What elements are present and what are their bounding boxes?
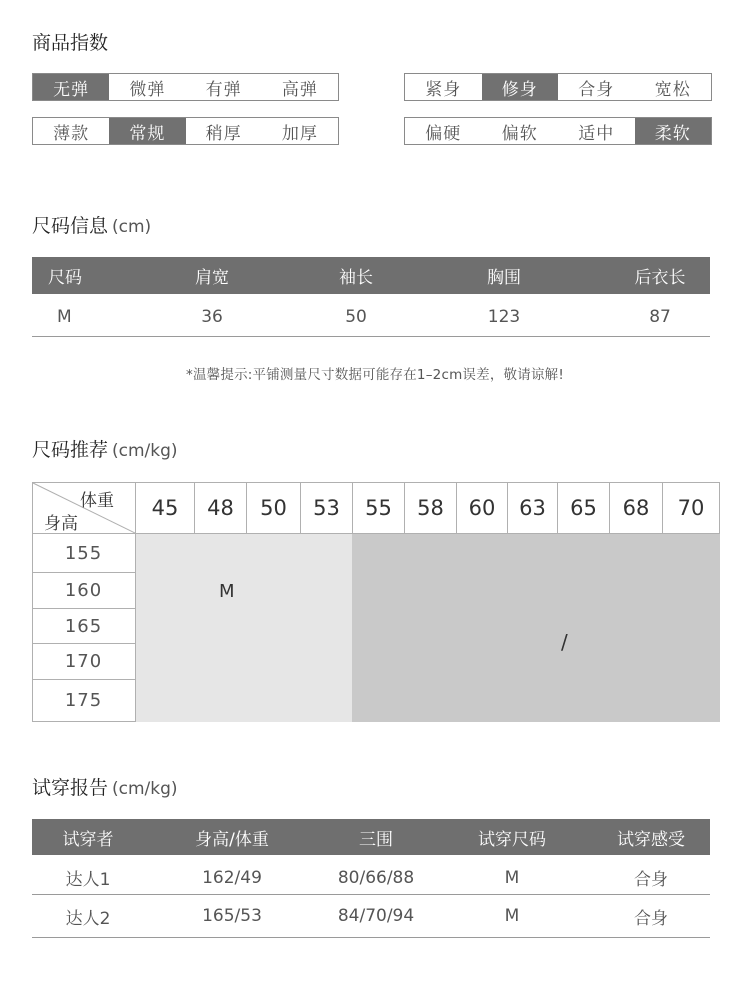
- try-report-title: 试穿报告 (cm/kg): [32, 777, 178, 799]
- weight-header: 55: [365, 495, 392, 520]
- fit-option[interactable]: 宽松: [654, 79, 691, 100]
- fit-option[interactable]: 紧身: [425, 79, 462, 100]
- fit-option[interactable]: 修身: [482, 74, 559, 100]
- size-m-region: [135, 533, 352, 722]
- size-info-header: 尺码 肩宽 袖长 胸围 后衣长: [32, 257, 710, 294]
- weight-header: 65: [570, 495, 597, 520]
- weight-header: 48: [207, 495, 234, 520]
- fit-selector: [404, 73, 712, 101]
- product-index-title: 商品指数: [32, 32, 109, 54]
- corner-height-label: 身高: [44, 514, 78, 534]
- softness-option[interactable]: 偏硬: [425, 123, 462, 144]
- size-other-label: /: [561, 630, 568, 654]
- size-info-title: 尺码信息 (cm): [32, 215, 152, 237]
- fit-option[interactable]: 合身: [578, 79, 615, 100]
- weight-header: 70: [677, 495, 705, 520]
- try-report-header: 试穿者 身高/体重 三围 试穿尺码 试穿感受: [32, 819, 710, 855]
- weight-header: 58: [417, 495, 444, 520]
- size-info-header-cell: 尺码: [48, 268, 82, 288]
- thickness-option[interactable]: 稍厚: [205, 123, 242, 144]
- weight-header: 50: [260, 495, 287, 520]
- corner-weight-label: 体重: [80, 491, 114, 511]
- elasticity-option[interactable]: 高弹: [281, 79, 318, 100]
- size-info-unit: (cm): [112, 217, 152, 237]
- size-info-cell: M: [57, 307, 72, 327]
- table-row: M 36 50 123 87: [32, 298, 710, 337]
- weight-header: 45: [151, 495, 179, 520]
- elasticity-selector: [32, 73, 339, 101]
- elasticity-option[interactable]: 有弹: [205, 79, 242, 100]
- thickness-option[interactable]: 薄款: [53, 123, 90, 144]
- height-label: 170: [64, 651, 103, 672]
- height-label: 155: [64, 542, 103, 564]
- height-label: 160: [64, 580, 103, 601]
- size-m-label: M: [219, 581, 235, 602]
- thickness-option[interactable]: 加厚: [281, 123, 318, 144]
- size-recommend-unit: (cm/kg): [112, 441, 178, 461]
- softness-selector: [404, 117, 712, 145]
- weight-header: 68: [622, 495, 650, 520]
- size-other-region: [352, 533, 720, 722]
- try-report-unit: (cm/kg): [112, 779, 178, 799]
- table-row: 达人2 165/53 84/70/94 M 合身: [32, 895, 710, 938]
- height-label: 165: [64, 615, 103, 637]
- size-recommend-grid: [32, 482, 720, 722]
- thickness-selector: [32, 117, 339, 145]
- elasticity-option[interactable]: 无弹: [33, 74, 109, 100]
- weight-header: 63: [519, 495, 546, 520]
- weight-header: 53: [313, 495, 340, 520]
- table-row: 达人1 162/49 80/66/88 M 合身: [32, 861, 710, 895]
- softness-option[interactable]: 柔软: [635, 118, 712, 144]
- measurement-note: *温馨提示:平铺测量尺寸数据可能存在1–2cm误差，敬请谅解!: [186, 367, 564, 383]
- height-label: 175: [64, 690, 103, 711]
- size-recommend-title: 尺码推荐 (cm/kg): [32, 439, 178, 461]
- elasticity-option[interactable]: 微弹: [129, 79, 166, 100]
- weight-header: 60: [468, 495, 496, 520]
- softness-option[interactable]: 适中: [578, 123, 615, 144]
- softness-option[interactable]: 偏软: [501, 123, 538, 144]
- thickness-option[interactable]: 常规: [109, 118, 185, 144]
